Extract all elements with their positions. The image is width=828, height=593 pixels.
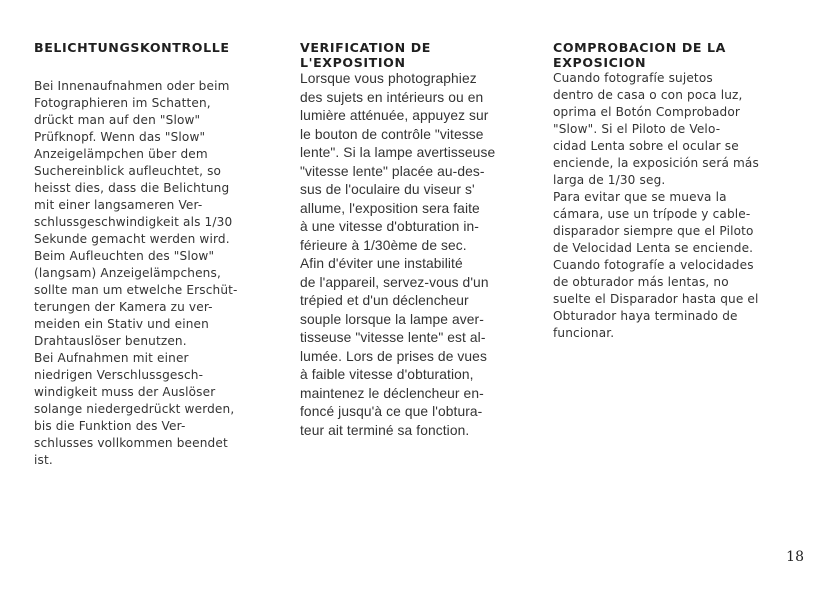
french-body-text: Lorsque vous photographiez des sujets en intérieurs ou en lumière atténuée, appuyez sur le bouton de contrôle "vitesse lente". Si la lampe avertisseuse "vitesse lente" placée au-des- sus de l'oculaire du viseur s' allume, l'exposition sera faite à une vitesse d'obturation in- férieure à 1/30ème de sec. Afin d'éviter une instabilité de l'appareil, servez-vous d'un trépied et d'un déclencheur souple lorsque la lampe aver- tisseuse "vitesse lente" est al- lumée. Lors de prises de vues à faible vitesse d'obturation, maintenez le déclencheur en- foncé jusqu'à ce que l'obtura- teur ait terminé sa fonction. <box>300 71 496 438</box>
spanish-body-text: Cuando fotografíe sujetos dentro de casa o con poca luz, oprima el Botón Comprobador "Slow". Si el Piloto de Velo- cidad Lenta sobre el ocular se enciende, la exposición será más larga de 1/30 seg. Para evitar que se mueva la cámara, use un trípode y cable- disparador siempre que el Piloto de Velocidad Lenta se enciende. Cuando fotografíe a velocidades de obturador más lentas, no suelte el Disparador hasta que el Obturador haya terminado de funcionar. <box>553 71 759 340</box>
spanish-section <box>553 40 781 342</box>
spanish-heading: COMPROBACION DE LA EXPOSICION <box>553 40 727 70</box>
french-heading: VERIFICATION DE L'EXPOSITION <box>300 40 431 70</box>
german-section <box>34 40 260 469</box>
page-number: 18 <box>786 549 804 565</box>
german-body-text: Bei Innenaufnahmen oder beim Fotographieren im Schatten, drückt man auf den "Slow" Prüfknopf. Wenn das "Slow" Anzeigelämpchen über dem Suchereinblick aufleuchtet, so heisst dies, dass die Belichtung mit einer langsameren Ver- schlussgeschwindigkeit als 1/30 Sekunde gemacht werden wird. Beim Aufleuchten des "Slow" (langsam) Anzeigelämpchens, sollte man um etwelche Erschüt- terungen der Kamera zu ver- meiden ein Stativ und einen Drahtauslöser benutzen. Bei Aufnahmen mit einer niedrigen Verschlussgesch- windigkeit muss der Auslöser solange niedergedrückt werden, bis die Funktion des Ver- schlusses vollkommen beendet ist. <box>34 79 238 467</box>
french-section <box>300 40 516 440</box>
german-heading: BELICHTUNGSKONTROLLE <box>34 40 230 55</box>
